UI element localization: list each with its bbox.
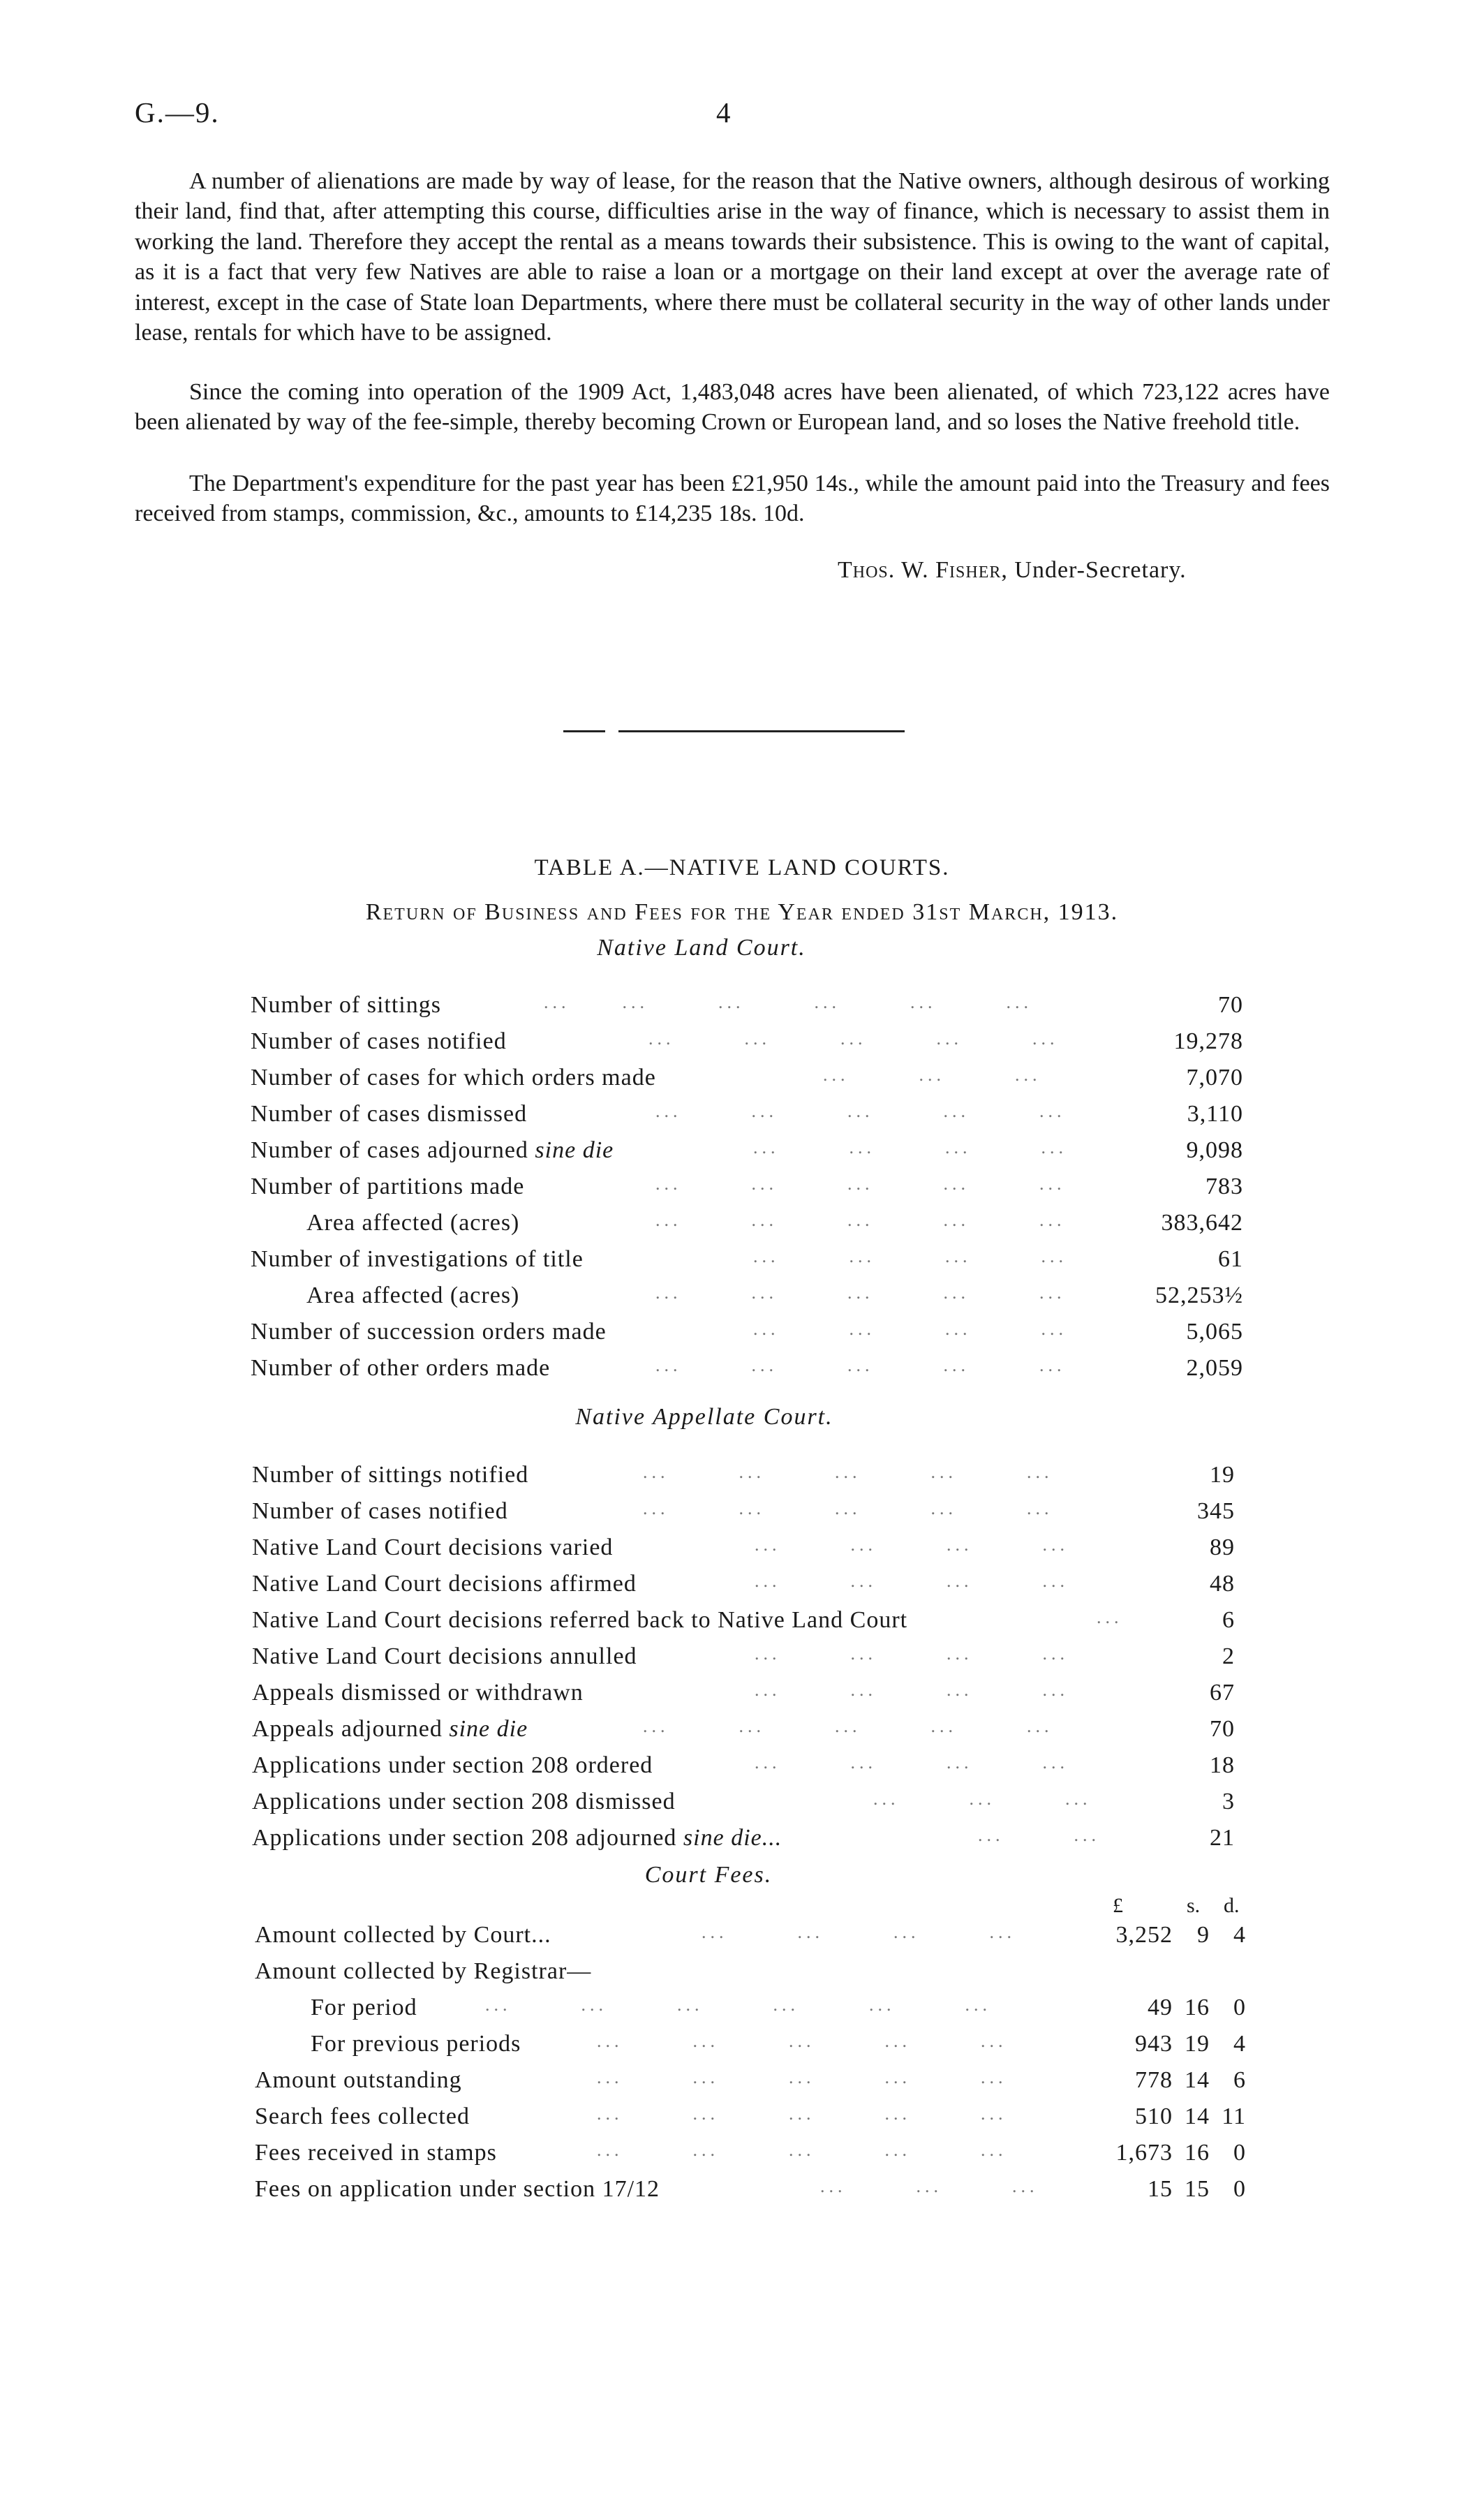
table-row: Native Land Court decisions varied ... ... ... ... 89 [252,1534,1235,1560]
table-row: Number of sittings notified ... ... ... ... ... 19 [252,1462,1235,1488]
document-reference: G.—9. [135,96,220,128]
table-row: Search fees collected ... ... ... ... ... 510 14 11 [255,2103,1246,2129]
table-row: Number of cases dismissed ... ... ... ... ... 3,110 [251,1101,1243,1127]
table-row: Number of cases for which orders made ... ... ... 7,070 [251,1065,1243,1090]
paragraph-acres-alienated: Since the coming into operation of the 1909 Act, 1,483,048 acres have been alienated, of which 723,122 acres have been alienated by way of the fee-simple, thereby becoming Crown or European land, and so loses the Native freehold title. [135,379,1330,436]
table-row: Appeals adjourned sine die ... ... ... ... ... 70 [252,1716,1235,1742]
section-heading-court-fees: Court Fees. [644,1862,773,1888]
table-row: Amount collected by Registrar— [255,1958,592,1984]
table-row: Native Land Court decisions referred back to Native Land Court ... 6 [252,1607,1235,1633]
table-row: Applications under section 208 dismissed ... ... ... 3 [252,1789,1235,1814]
table-row: Native Land Court decisions affirmed ... ... ... ... 48 [252,1571,1235,1597]
table-row: Area affected (acres) ... ... ... ... ... 383,642 [306,1210,1243,1236]
table-title: TABLE A.—NATIVE LAND COURTS. [534,855,950,880]
table-row: Native Land Court decisions annulled ... ... ... ... 2 [252,1643,1235,1669]
page-number: 4 [716,96,731,128]
table-row: Fees received in stamps ... ... ... ... ... 1,673 16 0 [255,2140,1246,2166]
table-row: Area affected (acres) ... ... ... ... ... 52,253½ [306,1282,1243,1308]
section-heading-native-appellate-court: Native Appellate Court. [575,1404,833,1430]
table-row: Number of cases notified ... ... ... ... ... 345 [252,1498,1235,1524]
signature-name: Thos. W. Fisher [838,557,1002,583]
table-row: Number of succession orders made ... ... ... ... 5,065 [251,1319,1243,1345]
table-row: Number of cases notified ... ... ... ... ... 19,278 [251,1028,1243,1054]
table-row: Number of cases adjourned sine die ... ... ... ... 9,098 [251,1137,1243,1163]
table-row: Applications under section 208 adjourned sine die... ... ... 21 [252,1825,1235,1851]
table-row: Applications under section 208 ordered ... ... ... ... 18 [252,1752,1235,1778]
signature-title: , Under-Secretary. [1001,557,1187,583]
table-row: For previous periods ... ... ... ... ... 943 19 4 [311,2031,1246,2057]
column-header-pence: d. [1224,1894,1240,1917]
divider-long [618,730,905,732]
column-header-pounds: £ [1113,1894,1123,1917]
table-row: Amount outstanding ... ... ... ... ... 778 14 6 [255,2067,1246,2093]
column-header-shillings: s. [1187,1894,1201,1917]
paragraph-alienations: A number of alienations are made by way of lease, for the reason that the Native owners, although desirous of working their land, find that, after attempting this course, difficulties arise in the way of finance, which is necessary to assist them in working the land. Therefore they accept the rental as a means towards their subsistence. This is owing to the want of capital, as it is a fact that very few Natives are able to raise a loan or a mortgage on their land except at over the average rate of interest, except in the case of State loan Departments, where there must be collateral security in the way of other lands under lease, rentals for which have to be assigned. [135,168,1330,346]
table-row: Number of partitions made ... ... ... ... ... 783 [251,1174,1243,1199]
page-header [135,96,1279,138]
section-heading-native-land-court: Native Land Court. [597,935,806,961]
table-row: Amount collected by Court... ... ... ... ... 3,252 9 4 [255,1922,1246,1948]
table-row: Appeals dismissed or withdrawn ... ... ... ... 67 [252,1680,1235,1706]
table-row: Number of investigations of title ... ... ... ... 61 [251,1246,1243,1272]
table-row: Fees on application under section 17/12 ... ... ... 15 15 0 [255,2176,1246,2202]
table-row: Number of other orders made ... ... ... ... ... 2,059 [251,1355,1243,1381]
table-row: For period ... ... ... ... ... ... 49 16 0 [311,1995,1246,2020]
divider-short [563,730,605,732]
table-row: Number of sittings ... ... ... ... ... ... 70 [251,992,1243,1018]
paragraph-expenditure: The Department's expenditure for the past year has been £21,950 14s., while the amount paid into the Treasury and fees received from stamps, commission, &c., amounts to £14,235 18s. 10d. [135,471,1330,527]
signature [838,557,1187,584]
table-subtitle: Return of Business and Fees for the Year ended 31st March, 1913. [365,899,1119,925]
